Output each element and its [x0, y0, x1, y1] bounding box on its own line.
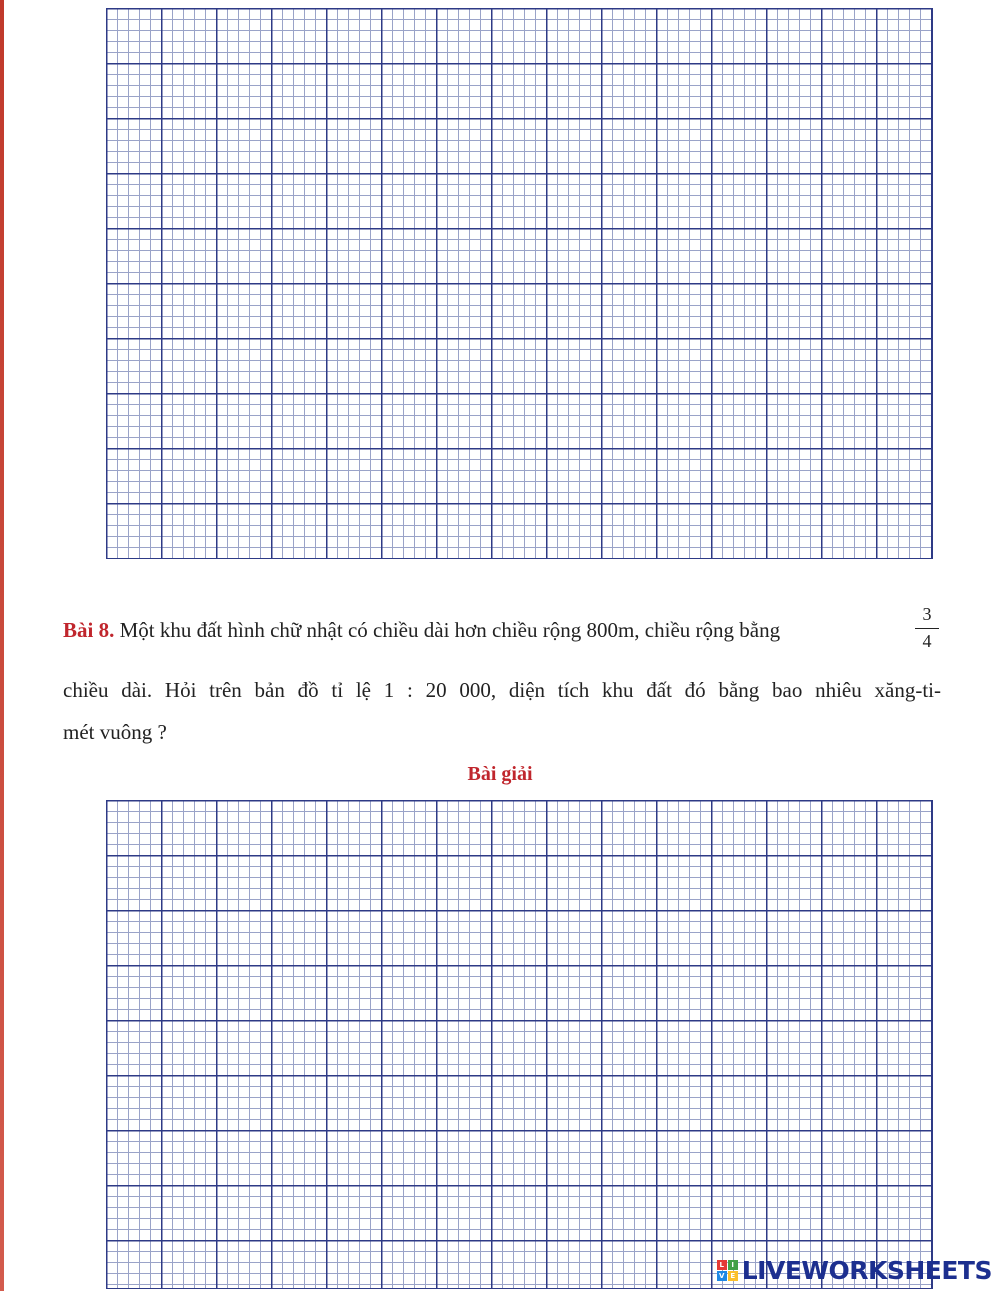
logo-mark-letter: L — [717, 1260, 727, 1270]
logo-mark-letter: I — [728, 1260, 738, 1270]
page-edge — [0, 0, 4, 1291]
problem-statement — [63, 604, 941, 744]
answer-grid-top[interactable] — [106, 8, 933, 559]
fraction-denominator: 4 — [922, 631, 932, 651]
fraction — [915, 604, 939, 653]
liveworksheets-logo — [717, 1255, 992, 1285]
answer-grid-bottom[interactable] — [106, 800, 933, 1289]
fraction-numerator: 3 — [922, 604, 932, 624]
problem-line-1 — [63, 604, 941, 652]
problem-label: Bài 8. — [63, 618, 115, 642]
logo-text: LIVEWORKSHEETS — [741, 1255, 992, 1285]
problem-text-line-1: Một khu đất hình chữ nhật có chiều dài hơn chiều rộng 800m, chiều rộng bằng — [119, 618, 781, 642]
logo-mark-letter: E — [728, 1271, 738, 1281]
solution-title: Bài giải — [467, 763, 533, 785]
logo-mark-letter: V — [717, 1271, 727, 1281]
fraction-bar — [915, 628, 939, 629]
problem-text-line-2: chiều dài. Hỏi trên bản đồ tỉ lệ 1 : 20 000, diện tích khu đất đó bằng bao nhiêu xăng-ti- — [63, 678, 941, 702]
logo-mark-icon — [717, 1260, 738, 1281]
problem-text-line-3: mét vuông ? — [63, 720, 167, 744]
